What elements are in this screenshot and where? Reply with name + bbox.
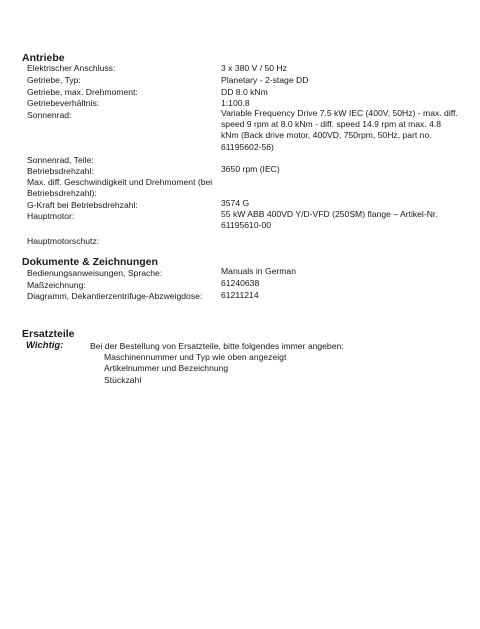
wichtig-label: Wichtig:: [26, 340, 64, 351]
label-bedienungsanweisungen: Bedienungsanweisungen, Sprache:: [27, 268, 163, 278]
ersatzteile-intro: Bei der Bestellung von Ersatzteile, bitte folgendes immer angeben:: [90, 341, 344, 351]
label-g-kraft: G-Kraft bei Betriebsdrehzahl:: [27, 200, 138, 210]
value-bedienungsanweisungen: Manuals in German: [221, 266, 296, 276]
section-heading-antriebe: Antriebe: [22, 52, 65, 64]
section-heading-dokumente: Dokumente & Zeichnungen: [22, 256, 158, 268]
label-hauptmotorschutz: Hauptmotorschutz:: [27, 236, 100, 246]
value-betriebsdrehzahl: 3650 rpm (IEC): [221, 164, 280, 174]
ersatzteile-item: Stückzahl: [104, 375, 142, 385]
label-sonnenrad: Sonnenrad:: [27, 110, 72, 120]
label-sonnenrad-teile: Sonnenrad, Teile:: [27, 155, 94, 165]
value-masszeichnung: 61240638: [221, 278, 260, 288]
label-betriebsdrehzahl: Betriebsdrehzahl:: [27, 166, 94, 176]
value-getriebe-drehmoment: DD 8.0 kNm: [221, 87, 268, 97]
label-elektrischer-anschluss: Elektrischer Anschluss:: [27, 63, 116, 73]
label-getriebe-typ: Getriebe, Typ:: [27, 75, 81, 85]
ersatzteile-item: Artikelnummer und Bezeichnung: [104, 363, 229, 373]
label-masszeichnung: Maßzeichnung:: [27, 280, 86, 290]
label-diagramm-abzweigdose: Diagramm, Dekantierzentrifuge-Abzweigdose:: [27, 291, 203, 301]
label-getriebe-drehmoment: Getriebe, max. Drehmoment:: [27, 87, 138, 97]
label-max-diff-geschwindigkeit: Max. diff. Geschwindigkeit und Drehmoment (bei Betriebsdrehzahl):: [27, 177, 213, 198]
value-sonnenrad: Variable Frequency Drive 7.5 kW IEC (400V, 50Hz) - max. diff. speed 9 rpm at 8.0 kNm - diff. speed 14.9 rpm at max. 4.8 kNm (Back drive motor, 400VD, 750rpm, 50Hz, part no. 61195602-56): [221, 108, 458, 152]
value-g-kraft: 3574 G: [221, 198, 250, 208]
ersatzteile-item: Maschinennummer und Typ wie oben angezeigt: [104, 352, 287, 362]
label-getriebeverhaeltnis: Getriebeverhältnis:: [27, 98, 100, 108]
value-elektrischer-anschluss: 3 x 380 V / 50 Hz: [221, 63, 287, 73]
section-heading-ersatzteile: Ersatzteile: [22, 328, 75, 340]
value-hauptmotor: 55 kW ABB 400VD Y/D-VFD (250SM) flange – Artikel-Nr. 61195610-00: [221, 209, 438, 231]
value-getriebe-typ: Planetary - 2-stage DD: [221, 75, 309, 85]
value-getriebeverhaeltnis: 1:100.8: [221, 98, 250, 108]
label-hauptmotor: Hauptmotor:: [27, 211, 75, 221]
value-diagramm-abzweigdose: 61211214: [221, 290, 259, 300]
